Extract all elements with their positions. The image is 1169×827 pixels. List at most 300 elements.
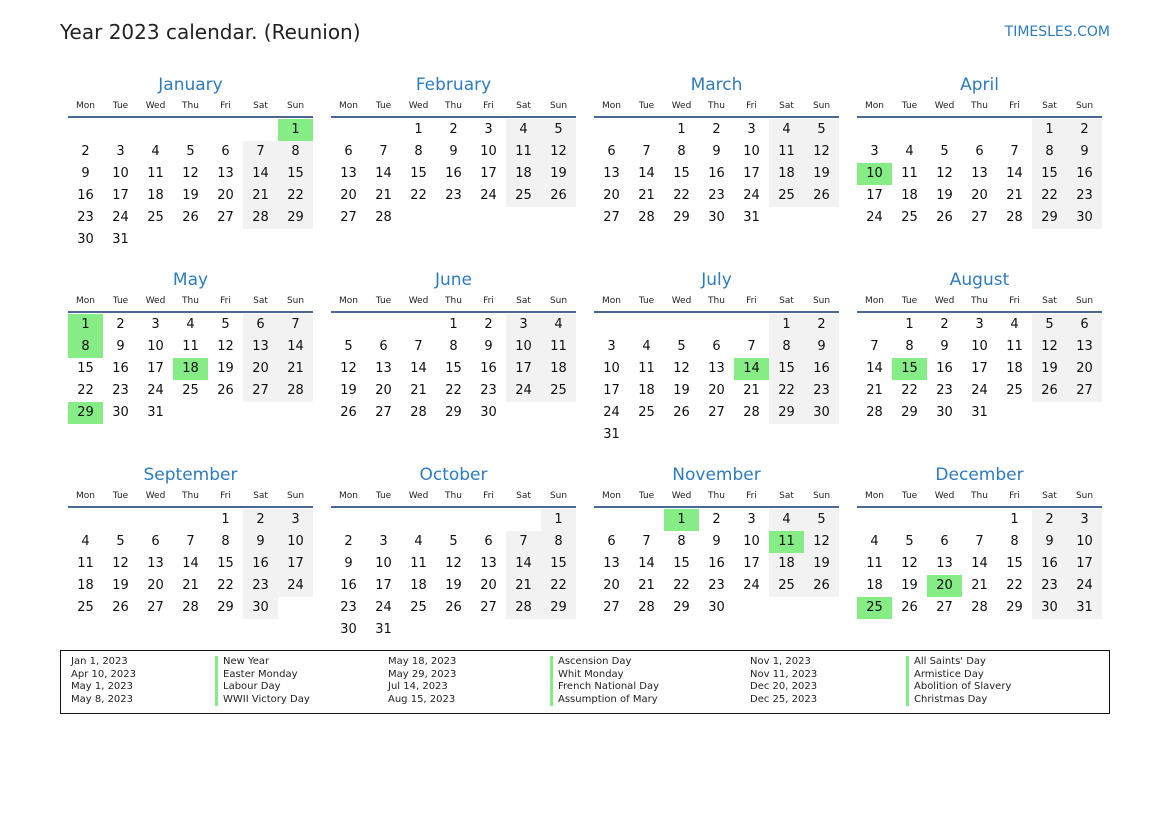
day-cell[interactable]: 4 [1010, 317, 1019, 332]
day-cell[interactable]: 21 [638, 188, 655, 203]
day-cell[interactable]: 24 [506, 380, 541, 402]
day-cell[interactable]: 30 [243, 597, 278, 619]
day-cell[interactable]: 28 [866, 405, 883, 420]
day-cell[interactable]: 17 [147, 361, 164, 376]
day-cell[interactable]: 31 [147, 405, 164, 420]
day-cell[interactable]: 11 [541, 336, 576, 358]
day-cell[interactable]: 28 [743, 405, 760, 420]
day-cell[interactable]: 19 [182, 188, 199, 203]
day-cell[interactable]: 19 [1032, 358, 1067, 380]
holiday-day-cell[interactable]: 10 [857, 163, 892, 185]
day-cell[interactable]: 5 [804, 119, 839, 141]
day-cell[interactable]: 25 [1006, 383, 1023, 398]
day-cell[interactable]: 5 [116, 534, 125, 549]
day-cell[interactable]: 21 [243, 185, 278, 207]
day-cell[interactable]: 4 [186, 317, 195, 332]
day-cell[interactable]: 7 [186, 534, 195, 549]
day-cell[interactable]: 12 [1032, 336, 1067, 358]
day-cell[interactable]: 13 [936, 556, 953, 571]
day-cell[interactable]: 22 [673, 188, 690, 203]
day-cell[interactable]: 30 [708, 600, 725, 615]
day-cell[interactable]: 17 [971, 361, 988, 376]
day-cell[interactable]: 25 [901, 210, 918, 225]
day-cell[interactable]: 21 [971, 578, 988, 593]
day-cell[interactable]: 20 [480, 578, 497, 593]
day-cell[interactable]: 23 [804, 380, 839, 402]
day-cell[interactable]: 25 [541, 380, 576, 402]
day-cell[interactable]: 22 [1006, 578, 1023, 593]
day-cell[interactable]: 28 [410, 405, 427, 420]
day-cell[interactable]: 20 [217, 188, 234, 203]
day-cell[interactable]: 22 [278, 185, 313, 207]
day-cell[interactable]: 17 [375, 578, 392, 593]
day-cell[interactable]: 4 [414, 534, 423, 549]
day-cell[interactable]: 3 [870, 144, 879, 159]
day-cell[interactable]: 19 [673, 383, 690, 398]
day-cell[interactable]: 16 [243, 553, 278, 575]
day-cell[interactable]: 12 [804, 531, 839, 553]
day-cell[interactable]: 18 [506, 163, 541, 185]
day-cell[interactable]: 24 [112, 210, 129, 225]
day-cell[interactable]: 20 [375, 383, 392, 398]
day-cell[interactable]: 7 [747, 339, 756, 354]
day-cell[interactable]: 29 [445, 405, 462, 420]
day-cell[interactable]: 21 [638, 578, 655, 593]
holiday-day-cell[interactable]: 18 [173, 358, 208, 380]
day-cell[interactable]: 14 [278, 336, 313, 358]
day-cell[interactable]: 9 [344, 556, 353, 571]
day-cell[interactable]: 4 [905, 144, 914, 159]
day-cell[interactable]: 4 [506, 119, 541, 141]
day-cell[interactable]: 28 [971, 600, 988, 615]
day-cell[interactable]: 8 [677, 144, 686, 159]
day-cell[interactable]: 12 [541, 141, 576, 163]
day-cell[interactable]: 25 [182, 383, 199, 398]
day-cell[interactable]: 8 [677, 534, 686, 549]
day-cell[interactable]: 21 [410, 383, 427, 398]
day-cell[interactable]: 14 [638, 556, 655, 571]
day-cell[interactable]: 10 [278, 531, 313, 553]
day-cell[interactable]: 6 [607, 534, 616, 549]
day-cell[interactable]: 8 [414, 144, 423, 159]
day-cell[interactable]: 13 [1067, 336, 1102, 358]
day-cell[interactable]: 13 [971, 166, 988, 181]
day-cell[interactable]: 9 [712, 144, 721, 159]
day-cell[interactable]: 2 [940, 317, 949, 332]
day-cell[interactable]: 7 [278, 314, 313, 336]
day-cell[interactable]: 3 [747, 512, 756, 527]
day-cell[interactable]: 27 [708, 405, 725, 420]
day-cell[interactable]: 20 [971, 188, 988, 203]
day-cell[interactable]: 14 [243, 163, 278, 185]
day-cell[interactable]: 23 [445, 188, 462, 203]
day-cell[interactable]: 16 [804, 358, 839, 380]
day-cell[interactable]: 3 [151, 317, 160, 332]
day-cell[interactable]: 24 [603, 405, 620, 420]
day-cell[interactable]: 12 [901, 556, 918, 571]
day-cell[interactable]: 11 [77, 556, 94, 571]
day-cell[interactable]: 10 [603, 361, 620, 376]
day-cell[interactable]: 22 [445, 383, 462, 398]
day-cell[interactable]: 14 [506, 553, 541, 575]
day-cell[interactable]: 21 [278, 358, 313, 380]
day-cell[interactable]: 16 [480, 361, 497, 376]
day-cell[interactable]: 27 [1067, 380, 1102, 402]
day-cell[interactable]: 27 [340, 210, 357, 225]
day-cell[interactable]: 28 [638, 210, 655, 225]
day-cell[interactable]: 21 [1006, 188, 1023, 203]
day-cell[interactable]: 7 [506, 531, 541, 553]
day-cell[interactable]: 8 [905, 339, 914, 354]
day-cell[interactable]: 15 [541, 553, 576, 575]
day-cell[interactable]: 15 [673, 166, 690, 181]
day-cell[interactable]: 25 [77, 600, 94, 615]
day-cell[interactable]: 16 [936, 361, 953, 376]
day-cell[interactable]: 1 [541, 509, 576, 531]
holiday-day-cell[interactable]: 1 [68, 314, 103, 336]
day-cell[interactable]: 6 [344, 144, 353, 159]
day-cell[interactable]: 2 [804, 314, 839, 336]
day-cell[interactable]: 23 [1032, 575, 1067, 597]
day-cell[interactable]: 14 [638, 166, 655, 181]
day-cell[interactable]: 3 [379, 534, 388, 549]
day-cell[interactable]: 15 [77, 361, 94, 376]
day-cell[interactable]: 6 [243, 314, 278, 336]
day-cell[interactable]: 20 [243, 358, 278, 380]
day-cell[interactable]: 17 [743, 556, 760, 571]
day-cell[interactable]: 2 [712, 512, 721, 527]
day-cell[interactable]: 5 [804, 509, 839, 531]
day-cell[interactable]: 6 [379, 339, 388, 354]
holiday-day-cell[interactable]: 11 [769, 531, 804, 553]
day-cell[interactable]: 11 [1006, 339, 1023, 354]
day-cell[interactable]: 4 [769, 509, 804, 531]
day-cell[interactable]: 6 [940, 534, 949, 549]
day-cell[interactable]: 29 [217, 600, 234, 615]
day-cell[interactable]: 27 [603, 210, 620, 225]
day-cell[interactable]: 21 [743, 383, 760, 398]
day-cell[interactable]: 15 [769, 358, 804, 380]
day-cell[interactable]: 24 [278, 575, 313, 597]
day-cell[interactable]: 16 [708, 556, 725, 571]
day-cell[interactable]: 23 [708, 578, 725, 593]
holiday-day-cell[interactable]: 8 [68, 336, 103, 358]
day-cell[interactable]: 12 [112, 556, 129, 571]
day-cell[interactable]: 23 [243, 575, 278, 597]
day-cell[interactable]: 27 [480, 600, 497, 615]
day-cell[interactable]: 29 [541, 597, 576, 619]
day-cell[interactable]: 15 [278, 163, 313, 185]
day-cell[interactable]: 23 [936, 383, 953, 398]
day-cell[interactable]: 17 [480, 166, 497, 181]
day-cell[interactable]: 3 [278, 509, 313, 531]
day-cell[interactable]: 22 [769, 380, 804, 402]
day-cell[interactable]: 11 [506, 141, 541, 163]
day-cell[interactable]: 22 [77, 383, 94, 398]
day-cell[interactable]: 19 [112, 578, 129, 593]
day-cell[interactable]: 7 [642, 534, 651, 549]
day-cell[interactable]: 3 [607, 339, 616, 354]
day-cell[interactable]: 8 [1032, 141, 1067, 163]
day-cell[interactable]: 21 [866, 383, 883, 398]
day-cell[interactable]: 22 [901, 383, 918, 398]
day-cell[interactable]: 12 [182, 166, 199, 181]
day-cell[interactable]: 26 [340, 405, 357, 420]
day-cell[interactable]: 16 [708, 166, 725, 181]
day-cell[interactable]: 25 [769, 575, 804, 597]
day-cell[interactable]: 24 [1067, 575, 1102, 597]
day-cell[interactable]: 25 [638, 405, 655, 420]
day-cell[interactable]: 7 [642, 144, 651, 159]
day-cell[interactable]: 12 [340, 361, 357, 376]
day-cell[interactable]: 11 [866, 556, 883, 571]
holiday-day-cell[interactable]: 15 [892, 358, 927, 380]
day-cell[interactable]: 20 [147, 578, 164, 593]
day-cell[interactable]: 13 [217, 166, 234, 181]
day-cell[interactable]: 30 [480, 405, 497, 420]
day-cell[interactable]: 9 [449, 144, 458, 159]
day-cell[interactable]: 24 [743, 188, 760, 203]
day-cell[interactable]: 10 [1067, 531, 1102, 553]
day-cell[interactable]: 30 [804, 402, 839, 424]
day-cell[interactable]: 18 [638, 383, 655, 398]
day-cell[interactable]: 22 [217, 578, 234, 593]
day-cell[interactable]: 28 [1006, 210, 1023, 225]
day-cell[interactable]: 30 [1067, 207, 1102, 229]
day-cell[interactable]: 28 [506, 597, 541, 619]
day-cell[interactable]: 6 [1067, 314, 1102, 336]
day-cell[interactable]: 14 [375, 166, 392, 181]
day-cell[interactable]: 5 [905, 534, 914, 549]
day-cell[interactable]: 1 [221, 512, 230, 527]
day-cell[interactable]: 27 [603, 600, 620, 615]
day-cell[interactable]: 30 [340, 622, 357, 637]
day-cell[interactable]: 10 [480, 144, 497, 159]
day-cell[interactable]: 10 [506, 336, 541, 358]
day-cell[interactable]: 20 [340, 188, 357, 203]
day-cell[interactable]: 3 [484, 122, 493, 137]
day-cell[interactable]: 17 [112, 188, 129, 203]
day-cell[interactable]: 31 [1067, 597, 1102, 619]
day-cell[interactable]: 2 [243, 509, 278, 531]
day-cell[interactable]: 15 [673, 556, 690, 571]
day-cell[interactable]: 10 [112, 166, 129, 181]
day-cell[interactable]: 22 [410, 188, 427, 203]
day-cell[interactable]: 18 [901, 188, 918, 203]
day-cell[interactable]: 5 [940, 144, 949, 159]
day-cell[interactable]: 30 [77, 232, 94, 247]
day-cell[interactable]: 10 [743, 534, 760, 549]
day-cell[interactable]: 25 [769, 185, 804, 207]
day-cell[interactable]: 2 [1067, 119, 1102, 141]
day-cell[interactable]: 12 [445, 556, 462, 571]
day-cell[interactable]: 12 [804, 141, 839, 163]
day-cell[interactable]: 20 [1067, 358, 1102, 380]
day-cell[interactable]: 31 [112, 232, 129, 247]
day-cell[interactable]: 15 [410, 166, 427, 181]
day-cell[interactable]: 31 [375, 622, 392, 637]
day-cell[interactable]: 12 [936, 166, 953, 181]
day-cell[interactable]: 8 [1010, 534, 1019, 549]
day-cell[interactable]: 24 [147, 383, 164, 398]
day-cell[interactable]: 8 [278, 141, 313, 163]
day-cell[interactable]: 24 [971, 383, 988, 398]
day-cell[interactable]: 18 [147, 188, 164, 203]
day-cell[interactable]: 27 [971, 210, 988, 225]
day-cell[interactable]: 6 [975, 144, 984, 159]
day-cell[interactable]: 4 [870, 534, 879, 549]
day-cell[interactable]: 20 [603, 188, 620, 203]
day-cell[interactable]: 19 [804, 163, 839, 185]
day-cell[interactable]: 21 [506, 575, 541, 597]
day-cell[interactable]: 29 [673, 210, 690, 225]
day-cell[interactable]: 6 [712, 339, 721, 354]
site-link[interactable]: TIMESLES.COM [1004, 24, 1110, 40]
day-cell[interactable]: 17 [506, 358, 541, 380]
day-cell[interactable]: 4 [81, 534, 90, 549]
day-cell[interactable]: 28 [278, 380, 313, 402]
day-cell[interactable]: 13 [708, 361, 725, 376]
day-cell[interactable]: 18 [541, 358, 576, 380]
day-cell[interactable]: 1 [769, 314, 804, 336]
day-cell[interactable]: 4 [769, 119, 804, 141]
day-cell[interactable]: 19 [804, 553, 839, 575]
day-cell[interactable]: 23 [708, 188, 725, 203]
day-cell[interactable]: 5 [186, 144, 195, 159]
day-cell[interactable]: 4 [151, 144, 160, 159]
day-cell[interactable]: 20 [603, 578, 620, 593]
day-cell[interactable]: 31 [971, 405, 988, 420]
day-cell[interactable]: 9 [81, 166, 90, 181]
day-cell[interactable]: 18 [410, 578, 427, 593]
day-cell[interactable]: 10 [375, 556, 392, 571]
day-cell[interactable]: 27 [147, 600, 164, 615]
day-cell[interactable]: 19 [217, 361, 234, 376]
day-cell[interactable]: 31 [743, 210, 760, 225]
holiday-day-cell[interactable]: 1 [664, 509, 699, 531]
day-cell[interactable]: 11 [769, 141, 804, 163]
day-cell[interactable]: 13 [603, 166, 620, 181]
day-cell[interactable]: 8 [221, 534, 230, 549]
day-cell[interactable]: 1 [905, 317, 914, 332]
day-cell[interactable]: 3 [116, 144, 125, 159]
day-cell[interactable]: 25 [410, 600, 427, 615]
day-cell[interactable]: 13 [480, 556, 497, 571]
day-cell[interactable]: 9 [940, 339, 949, 354]
day-cell[interactable]: 21 [375, 188, 392, 203]
day-cell[interactable]: 11 [638, 361, 655, 376]
holiday-day-cell[interactable]: 25 [857, 597, 892, 619]
day-cell[interactable]: 30 [112, 405, 129, 420]
day-cell[interactable]: 11 [182, 339, 199, 354]
day-cell[interactable]: 19 [340, 383, 357, 398]
day-cell[interactable]: 14 [866, 361, 883, 376]
day-cell[interactable]: 24 [743, 578, 760, 593]
day-cell[interactable]: 5 [344, 339, 353, 354]
day-cell[interactable]: 14 [182, 556, 199, 571]
day-cell[interactable]: 19 [901, 578, 918, 593]
day-cell[interactable]: 15 [217, 556, 234, 571]
day-cell[interactable]: 2 [344, 534, 353, 549]
day-cell[interactable]: 1 [414, 122, 423, 137]
day-cell[interactable]: 21 [182, 578, 199, 593]
day-cell[interactable]: 26 [936, 210, 953, 225]
day-cell[interactable]: 29 [769, 402, 804, 424]
day-cell[interactable]: 27 [217, 210, 234, 225]
day-cell[interactable]: 17 [278, 553, 313, 575]
day-cell[interactable]: 3 [1067, 509, 1102, 531]
day-cell[interactable]: 17 [743, 166, 760, 181]
day-cell[interactable]: 5 [221, 317, 230, 332]
day-cell[interactable]: 9 [484, 339, 493, 354]
day-cell[interactable]: 12 [217, 339, 234, 354]
day-cell[interactable]: 11 [901, 166, 918, 181]
holiday-day-cell[interactable]: 20 [927, 575, 962, 597]
day-cell[interactable]: 17 [1067, 553, 1102, 575]
day-cell[interactable]: 30 [1032, 597, 1067, 619]
day-cell[interactable]: 29 [1032, 207, 1067, 229]
day-cell[interactable]: 5 [677, 339, 686, 354]
day-cell[interactable]: 7 [414, 339, 423, 354]
day-cell[interactable]: 18 [769, 163, 804, 185]
day-cell[interactable]: 18 [866, 578, 883, 593]
day-cell[interactable]: 28 [375, 210, 392, 225]
day-cell[interactable]: 2 [116, 317, 125, 332]
day-cell[interactable]: 9 [804, 336, 839, 358]
day-cell[interactable]: 23 [77, 210, 94, 225]
day-cell[interactable]: 29 [278, 207, 313, 229]
day-cell[interactable]: 7 [870, 339, 879, 354]
day-cell[interactable]: 30 [936, 405, 953, 420]
day-cell[interactable]: 20 [708, 383, 725, 398]
day-cell[interactable]: 6 [607, 144, 616, 159]
holiday-day-cell[interactable]: 14 [734, 358, 769, 380]
day-cell[interactable]: 23 [340, 600, 357, 615]
day-cell[interactable]: 13 [147, 556, 164, 571]
day-cell[interactable]: 5 [541, 119, 576, 141]
day-cell[interactable]: 24 [866, 210, 883, 225]
day-cell[interactable]: 3 [747, 122, 756, 137]
day-cell[interactable]: 8 [449, 339, 458, 354]
day-cell[interactable]: 30 [708, 210, 725, 225]
day-cell[interactable]: 19 [445, 578, 462, 593]
day-cell[interactable]: 18 [1006, 361, 1023, 376]
day-cell[interactable]: 5 [1032, 314, 1067, 336]
day-cell[interactable]: 7 [1010, 144, 1019, 159]
day-cell[interactable]: 26 [541, 185, 576, 207]
day-cell[interactable]: 26 [112, 600, 129, 615]
day-cell[interactable]: 8 [769, 336, 804, 358]
day-cell[interactable]: 16 [340, 578, 357, 593]
day-cell[interactable]: 2 [712, 122, 721, 137]
day-cell[interactable]: 16 [112, 361, 129, 376]
day-cell[interactable]: 6 [151, 534, 160, 549]
day-cell[interactable]: 26 [804, 575, 839, 597]
day-cell[interactable]: 24 [480, 188, 497, 203]
day-cell[interactable]: 8 [541, 531, 576, 553]
day-cell[interactable]: 28 [243, 207, 278, 229]
day-cell[interactable]: 1 [677, 122, 686, 137]
day-cell[interactable]: 2 [484, 317, 493, 332]
day-cell[interactable]: 4 [541, 314, 576, 336]
day-cell[interactable]: 25 [506, 185, 541, 207]
day-cell[interactable]: 10 [743, 144, 760, 159]
day-cell[interactable]: 1 [449, 317, 458, 332]
day-cell[interactable]: 1 [1032, 119, 1067, 141]
day-cell[interactable]: 18 [77, 578, 94, 593]
day-cell[interactable]: 1 [1010, 512, 1019, 527]
day-cell[interactable]: 19 [541, 163, 576, 185]
